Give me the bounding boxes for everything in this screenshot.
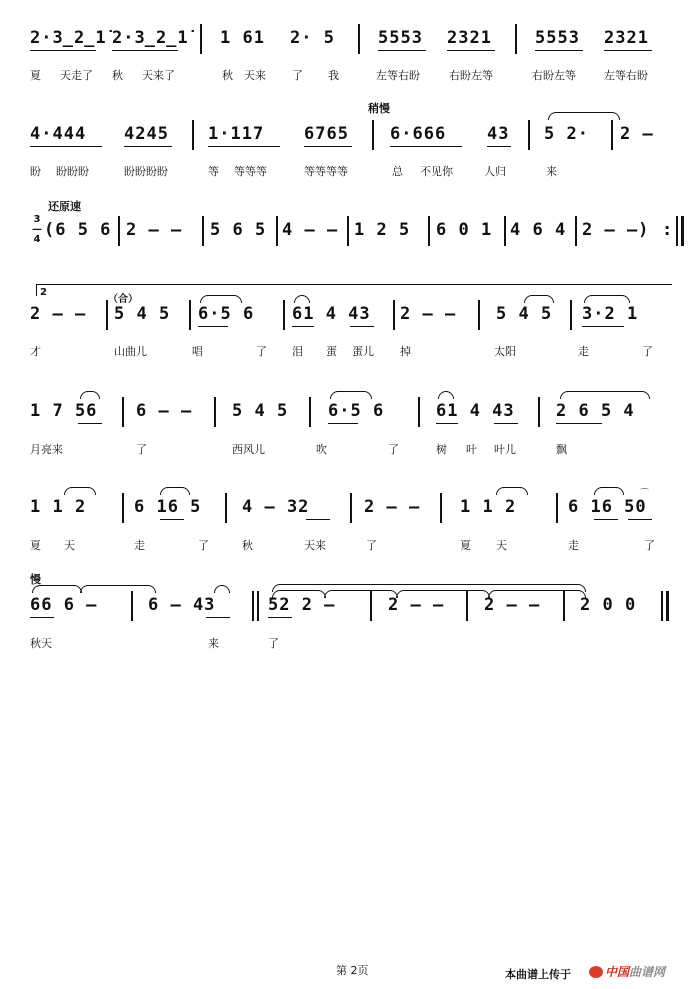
barline — [192, 120, 194, 150]
lyric: 夏 — [460, 539, 471, 552]
lyric: 走 — [568, 539, 579, 552]
lyric: 不见你 — [420, 165, 453, 178]
barline — [515, 24, 517, 54]
volta-number: 2 — [40, 287, 47, 298]
note-group: 5 4 5 — [114, 304, 171, 324]
note-group: 2 – – — [30, 304, 87, 324]
note-group: 5 4 5 — [496, 304, 553, 324]
site-logo — [589, 963, 665, 980]
barline — [575, 216, 577, 246]
note-group: 5553 — [535, 28, 580, 48]
barline — [570, 300, 572, 330]
barline — [189, 300, 191, 330]
note-group: 2 – – — [126, 220, 183, 240]
barline — [358, 24, 360, 54]
barline — [122, 397, 124, 427]
lyric: 泪 — [292, 345, 303, 358]
barline — [350, 493, 352, 523]
note-group: 2 – –) — [582, 220, 650, 240]
barline — [428, 216, 430, 246]
note-group: 2 0 0 — [580, 595, 637, 615]
lyric: 蛋 — [326, 345, 337, 358]
lyric: 了 — [136, 443, 147, 456]
note-group: 1 7 56 — [30, 401, 98, 421]
lyric: 了 — [644, 539, 655, 552]
note-group: 2 6 5 4 — [556, 401, 635, 421]
barline — [214, 397, 216, 427]
lyric: 了 — [256, 345, 267, 358]
note-group: 6765 — [304, 124, 349, 144]
repeat-dots: : — [662, 220, 674, 240]
lyric: 吹 — [316, 443, 327, 456]
barline — [372, 120, 374, 150]
note-group: 6 0 1 — [436, 220, 493, 240]
note-group: 6 16 50 — [568, 497, 647, 517]
lyric: 天走了 — [60, 69, 93, 82]
lyric: 右盼左等 — [532, 69, 576, 82]
final-barline — [661, 591, 663, 621]
lyric: 右盼左等 — [449, 69, 493, 82]
lyric: 了 — [388, 443, 399, 456]
tempo-mark: 慢 — [30, 573, 41, 586]
note-group: 66 6 – — [30, 595, 98, 615]
lyric: 叶儿 — [494, 443, 516, 456]
note-group: 2 – — [620, 124, 654, 144]
lyric: 西风儿 — [232, 443, 265, 456]
note-group: 1 1 2 — [30, 497, 87, 517]
final-barline — [676, 216, 678, 246]
logo-text-a: 中国 — [605, 965, 630, 979]
barline — [528, 120, 530, 150]
note-group: 4 6 4 — [510, 220, 567, 240]
lyric: 了 — [366, 539, 377, 552]
barline — [276, 216, 278, 246]
lyric: 人归 — [484, 165, 506, 178]
barline — [252, 591, 254, 621]
note-group: 2·3̲2̲1̇ — [112, 28, 189, 48]
note-group: 6·5 6 — [328, 401, 385, 421]
time-signature: 3 — 4 — [32, 214, 42, 245]
lyric: 秋 — [112, 69, 123, 82]
note-group: 2· 5 — [290, 28, 335, 48]
lyric: 夏 — [30, 69, 41, 82]
note-group: 5 6 5 — [210, 220, 267, 240]
lyric: 盼盼盼盼 — [124, 165, 168, 178]
barline — [440, 493, 442, 523]
lyric: 唱 — [192, 345, 203, 358]
final-barline-thick — [666, 591, 669, 621]
note-group: 4245 — [124, 124, 169, 144]
lyric: 夏 — [30, 539, 41, 552]
final-barline-thick — [681, 216, 684, 246]
barline — [611, 120, 613, 150]
note-group: 5 2· — [544, 124, 589, 144]
lyric: 等等等等 — [304, 165, 348, 178]
barline — [478, 300, 480, 330]
note-group: 6·5 6 — [198, 304, 255, 324]
lyric: 掉 — [400, 345, 411, 358]
barline — [347, 216, 349, 246]
barline — [225, 493, 227, 523]
lyric: 走 — [134, 539, 145, 552]
lyric: 来 — [208, 637, 219, 650]
lyric: 总 — [392, 165, 403, 178]
note-group: 1 2 5 — [354, 220, 411, 240]
note-group: 1 1 2 — [460, 497, 517, 517]
lyric: 天 — [496, 539, 507, 552]
page-number: 第 2页 — [336, 964, 369, 977]
lyric: 走 — [578, 345, 589, 358]
note-group: 2·3̲2̲1̇ — [30, 28, 107, 48]
lyric: 盼 — [30, 165, 41, 178]
note-group: 5553 — [378, 28, 423, 48]
note-group: 61 4 43 — [436, 401, 515, 421]
lyric: 了 — [642, 345, 653, 358]
lyric: 飘 — [556, 443, 567, 456]
note-group: 52 2 – — [268, 595, 336, 615]
barline — [106, 300, 108, 330]
lyric: 秋 — [222, 69, 233, 82]
lyric: 左等右盼 — [376, 69, 420, 82]
note-group: 2321 — [447, 28, 492, 48]
tempo-mark: 稍慢 — [368, 102, 390, 115]
note-group: 4 – 32 — [242, 497, 310, 517]
lyric: 等 — [208, 165, 219, 178]
lyric: 天来了 — [142, 69, 175, 82]
note-group: 2 – – — [400, 304, 457, 324]
chorus-mark: （合） — [108, 294, 138, 305]
logo-swirl-icon — [589, 966, 603, 978]
lyric: 秋天 — [30, 637, 52, 650]
lyric: 左等右盼 — [604, 69, 648, 82]
lyric: 来 — [546, 165, 557, 178]
lyric: 山曲儿 — [114, 345, 147, 358]
lyric: 天 — [64, 539, 75, 552]
upload-credit: 本曲谱上传于 — [505, 968, 571, 981]
barline — [118, 216, 120, 246]
note-group: 2 – – — [364, 497, 421, 517]
lyric: 月亮来 — [30, 443, 63, 456]
barline — [309, 397, 311, 427]
lyric: 了 — [198, 539, 209, 552]
note-group: 3·2 1 — [582, 304, 639, 324]
note-group: 1 61 — [220, 28, 265, 48]
note-group: 6·666 — [390, 124, 447, 144]
note-group: 43 — [487, 124, 510, 144]
note-group: 2 – – — [388, 595, 445, 615]
note-group: 5 4 5 — [232, 401, 289, 421]
lyric: 太阳 — [494, 345, 516, 358]
barline — [556, 493, 558, 523]
fermata: ⌒ — [640, 489, 650, 499]
barline — [122, 493, 124, 523]
barline — [131, 591, 133, 621]
note-group: 2 – – — [484, 595, 541, 615]
lyric: 天来 — [244, 69, 266, 82]
note-group: 61 4 43 — [292, 304, 371, 324]
volta-bracket — [36, 284, 672, 285]
lyric: 叶 — [466, 443, 477, 456]
barline — [202, 216, 204, 246]
barline — [504, 216, 506, 246]
note-group: 4·444 — [30, 124, 87, 144]
note-group: 6 – 43 — [148, 595, 216, 615]
logo-text-b: 曲谱网 — [629, 965, 666, 979]
lyric: 蛋儿 — [352, 345, 374, 358]
lyric: 天来 — [304, 539, 326, 552]
note-group: 2321 — [604, 28, 649, 48]
note-group: 6 – – — [136, 401, 193, 421]
note-group: 6 16 5 — [134, 497, 202, 517]
note-group: 1·117 — [208, 124, 265, 144]
lyric: 了 — [292, 69, 303, 82]
barline — [257, 591, 259, 621]
lyric: 我 — [328, 69, 339, 82]
barline — [538, 397, 540, 427]
barline — [418, 397, 420, 427]
note-group: (6 5 6 — [44, 220, 112, 240]
tempo-mark: 还原速 — [48, 200, 81, 213]
barline — [283, 300, 285, 330]
lyric: 等等等 — [234, 165, 267, 178]
lyric: 才 — [30, 345, 41, 358]
barline — [393, 300, 395, 330]
note-group: 4 – – — [282, 220, 339, 240]
lyric: 了 — [268, 637, 279, 650]
barline — [200, 24, 202, 54]
lyric: 树 — [436, 443, 447, 456]
lyric: 秋 — [242, 539, 253, 552]
lyric: 盼盼盼 — [56, 165, 89, 178]
